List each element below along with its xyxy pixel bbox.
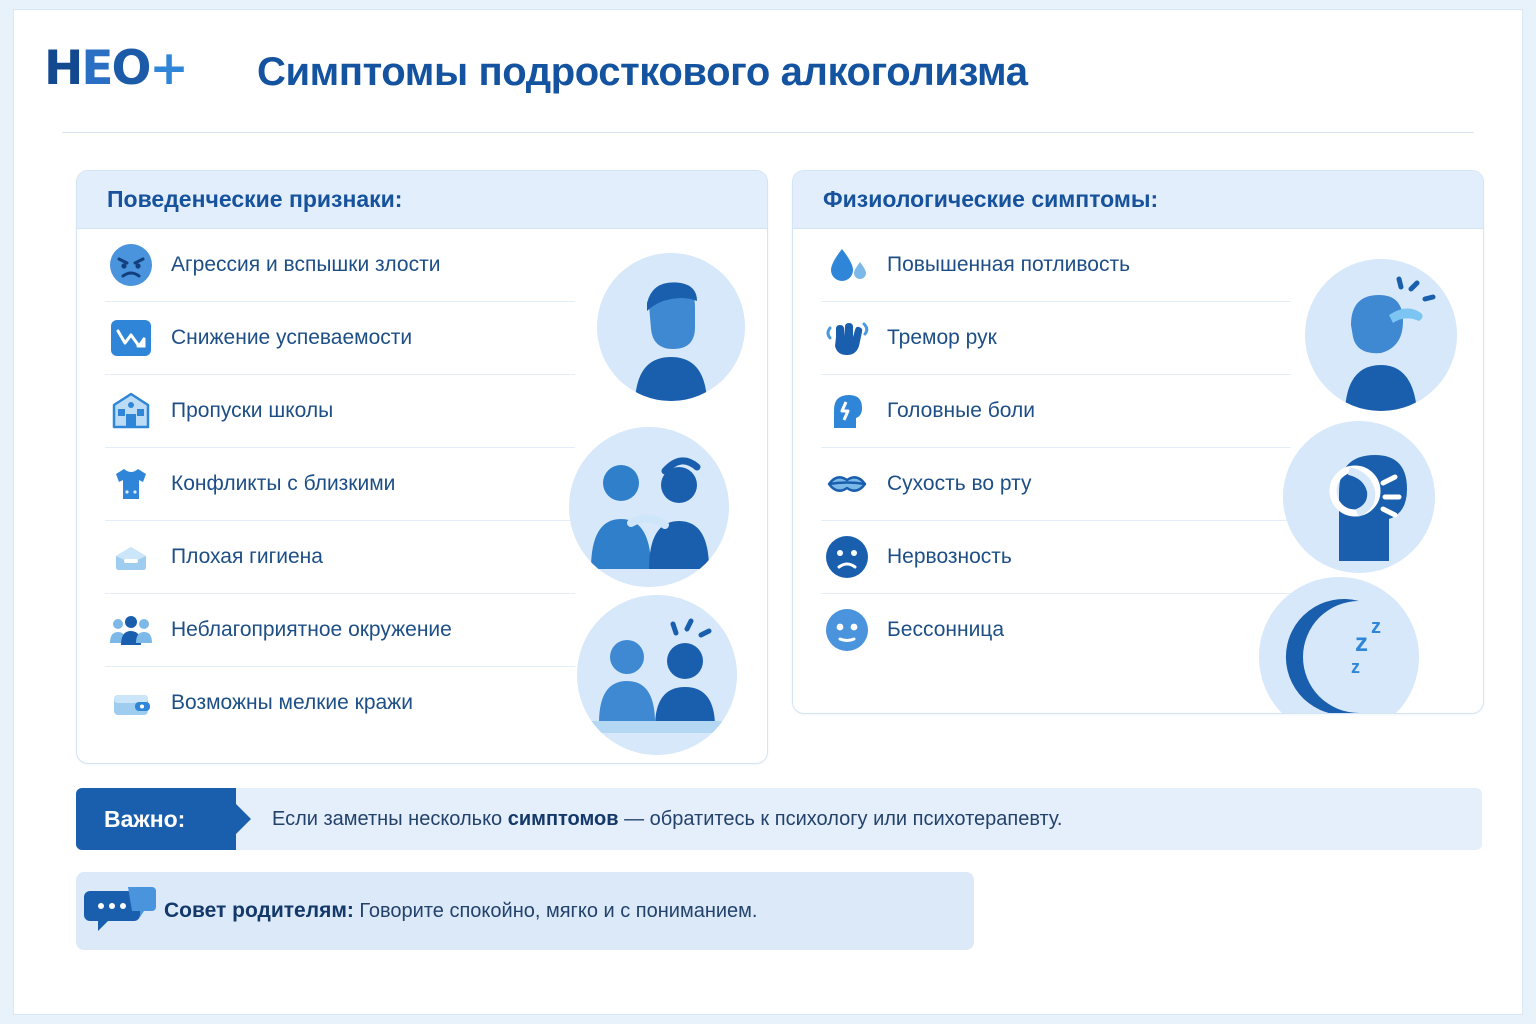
sweat-drops-icon: [821, 239, 873, 291]
list-item-label: Тремор рук: [887, 326, 997, 349]
list-item: [105, 229, 575, 302]
lips-icon: [821, 458, 873, 510]
important-tag: Важно:: [76, 788, 236, 850]
tshirt-icon: [105, 458, 157, 510]
svg-text:z: z: [1351, 657, 1360, 677]
important-text-bold: симптомов: [507, 807, 619, 830]
list-item: [105, 521, 575, 594]
shaking-hand-icon: [821, 312, 873, 364]
list-item: [105, 375, 575, 448]
list-item: [821, 594, 1291, 666]
list-item: [105, 448, 575, 521]
arguing-pair-illustration: [569, 427, 729, 587]
list-item: [821, 375, 1291, 448]
header-divider: [62, 132, 1474, 133]
list-item-label: Агрессия и вспышки злости: [171, 253, 441, 276]
physiology-card: [792, 170, 1484, 714]
talking-pair-illustration: [577, 595, 737, 755]
list-item-label: Головные боли: [887, 399, 1035, 422]
list-item-label: Неблагоприятное окружение: [171, 618, 452, 641]
list-item-label: Конфликты с близкими: [171, 472, 396, 495]
behavior-card-header: [77, 171, 767, 229]
list-item: [105, 302, 575, 375]
list-item-label: Сухость во рту: [887, 472, 1032, 495]
list-item-label: Плохая гигиена: [171, 545, 323, 568]
infographic-poster: [14, 10, 1522, 1014]
angry-face-icon: [105, 239, 157, 291]
advice-banner: [76, 872, 974, 950]
list-item-label: Повышенная потливость: [887, 253, 1131, 276]
advice-body: Говорите спокойно, мягко и с пониманием.: [353, 900, 758, 922]
svg-text:z: z: [1355, 627, 1368, 657]
logo-letter-3: О: [111, 41, 150, 96]
physiology-card-header: [793, 171, 1483, 229]
important-text-before: Если заметны несколько: [272, 807, 508, 830]
list-item-label: Снижение успеваемости: [171, 326, 413, 349]
important-text-after: — обратитесь к психологу или психотерапевту.: [618, 807, 1063, 830]
physiology-card-title: Физиологические симптомы:: [823, 186, 1159, 212]
important-banner: [76, 788, 1482, 850]
header: [14, 10, 1522, 132]
list-item-label: Пропуски школы: [171, 399, 334, 422]
logo-letter-2: Е: [81, 41, 112, 96]
svg-text:z: z: [1371, 616, 1381, 638]
wallet-icon: [105, 677, 157, 729]
list-item: [821, 302, 1291, 375]
nervous-face-icon: [821, 531, 873, 583]
important-text: [272, 808, 1062, 831]
school-building-icon: [105, 385, 157, 437]
list-item: [105, 594, 575, 667]
list-item-label: Бессонница: [887, 618, 1005, 641]
list-item: [105, 667, 575, 739]
advice-title: Совет родителям:: [164, 899, 354, 922]
falling-chart-icon: [105, 312, 157, 364]
soap-icon: [105, 531, 157, 583]
list-item: [821, 229, 1291, 302]
behavior-card: [76, 170, 768, 764]
logo-plus-icon: +: [149, 41, 187, 96]
list-item-label: Возможны мелкие кражи: [171, 691, 413, 714]
headache-person-illustration: [1305, 259, 1457, 411]
list-item: [821, 521, 1291, 594]
behavior-card-title: Поведенческие признаки:: [107, 186, 403, 212]
list-item: [821, 448, 1291, 521]
logo-letter-1: Н: [44, 41, 82, 96]
page-title: Симптомы подросткового алкоголизма: [257, 50, 1028, 94]
brand-logo: [44, 41, 187, 96]
dizzy-head-illustration: [1283, 421, 1435, 573]
group-people-icon: [105, 604, 157, 656]
teen-portrait-illustration: [597, 253, 745, 401]
tired-face-icon: [821, 604, 873, 656]
head-pain-icon: [821, 385, 873, 437]
advice-text: [164, 899, 757, 923]
chat-bubbles-icon: [76, 885, 164, 937]
list-item-label: Нервозность: [887, 545, 1012, 568]
